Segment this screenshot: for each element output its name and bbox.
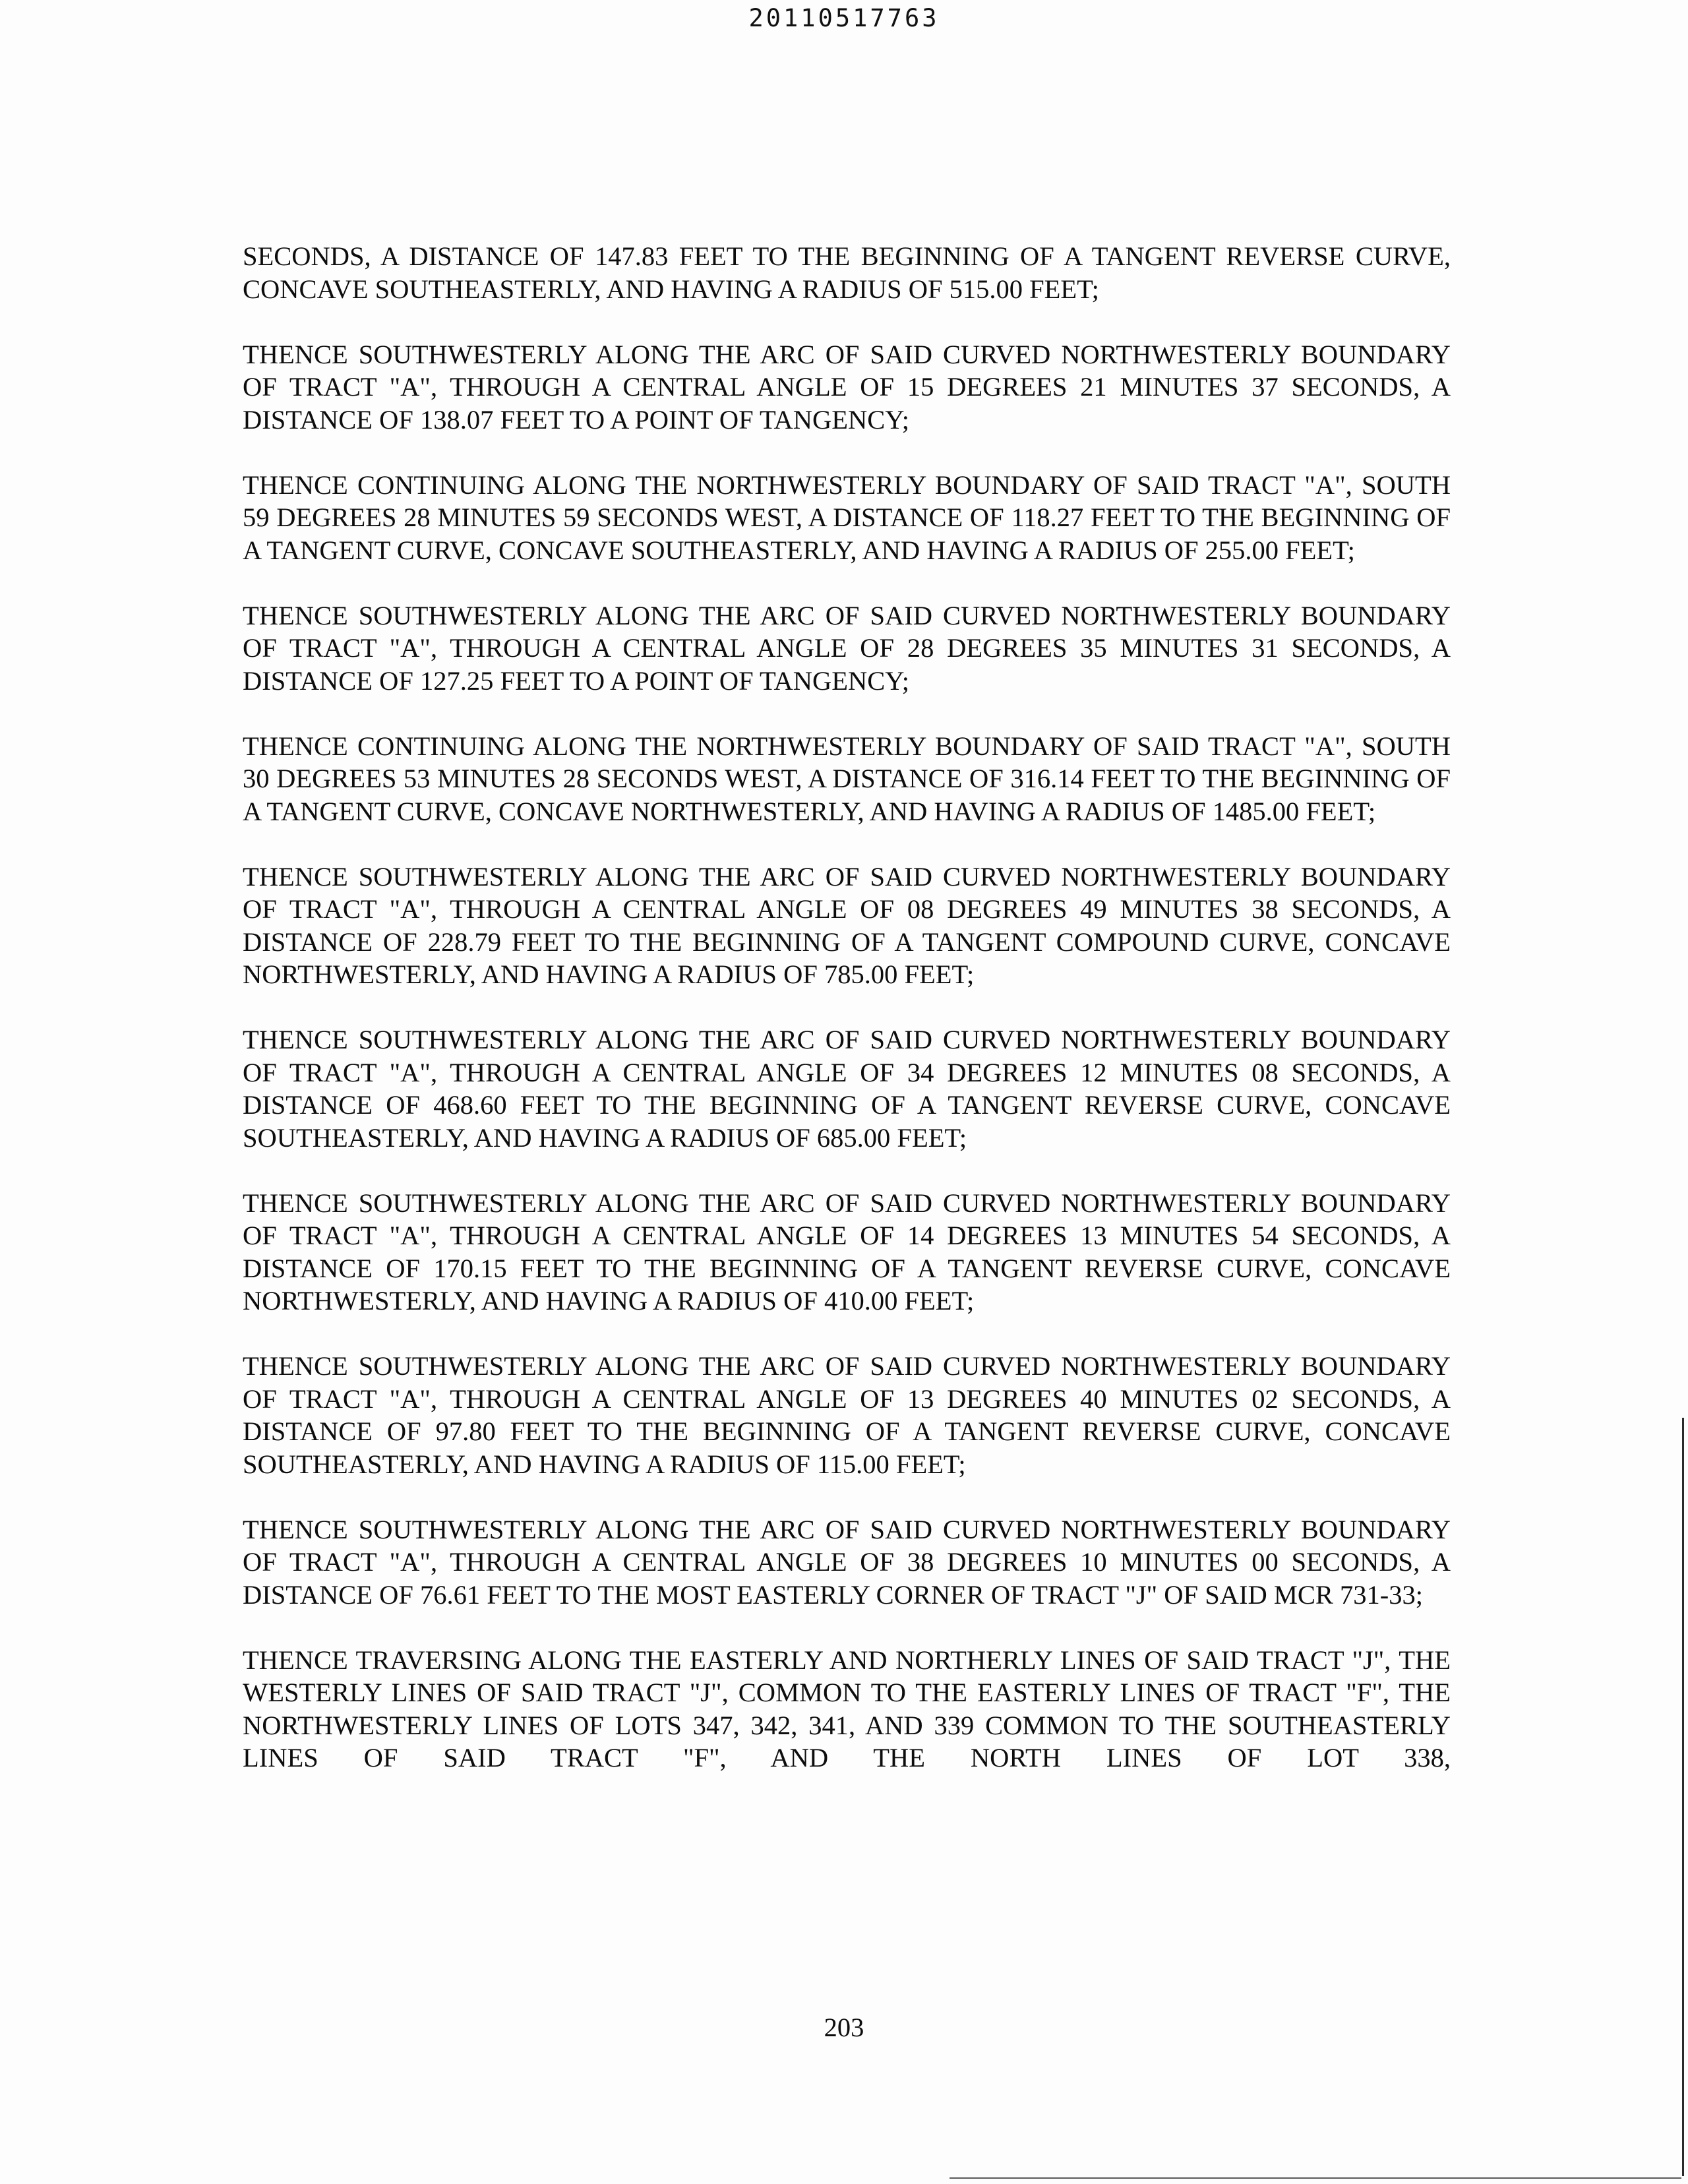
page-number: 203 <box>824 2013 864 2042</box>
paragraph: THENCE SOUTHWESTERLY ALONG THE ARC OF SAID CURVED NORTHWESTERLY BOUNDARY OF TRACT "A", THROUGH A CENTRAL ANGLE OF 08 DEGREES 49 MINUTES 38 SECONDS, A DISTANCE OF 228.79 FEET TO THE BEGINNING OF A TANGENT COMPOUND CURVE, CONCAVE NORTHWESTERLY, AND HAVING A RADIUS OF 785.00 FEET; <box>243 861 1451 989</box>
paragraph: THENCE SOUTHWESTERLY ALONG THE ARC OF SAID CURVED NORTHWESTERLY BOUNDARY OF TRACT "A", THROUGH A CENTRAL ANGLE OF 34 DEGREES 12 MINUTES 08 SECONDS, A DISTANCE OF 468.60 FEET TO THE BEGINNING OF A TANGENT REVERSE CURVE, CONCAVE SOUTHEASTERLY, AND HAVING A RADIUS OF 685.00 FEET; <box>243 1025 1451 1153</box>
paragraph: THENCE SOUTHWESTERLY ALONG THE ARC OF SAID CURVED NORTHWESTERLY BOUNDARY OF TRACT "A", THROUGH A CENTRAL ANGLE OF 14 DEGREES 13 MINUTES 54 SECONDS, A DISTANCE OF 170.15 FEET TO THE BEGINNING OF A TANGENT REVERSE CURVE, CONCAVE NORTHWESTERLY, AND HAVING A RADIUS OF 410.00 FEET; <box>243 1188 1451 1316</box>
scan-edge-line <box>950 2177 1681 2179</box>
scan-edge-line <box>1682 1418 1684 2176</box>
paragraph: THENCE SOUTHWESTERLY ALONG THE ARC OF SAID CURVED NORTHWESTERLY BOUNDARY OF TRACT "A", THROUGH A CENTRAL ANGLE OF 13 DEGREES 40 MINUTES 02 SECONDS, A DISTANCE OF 97.80 FEET TO THE BEGINNING OF A TANGENT REVERSE CURVE, CONCAVE SOUTHEASTERLY, AND HAVING A RADIUS OF 115.00 FEET; <box>243 1351 1451 1479</box>
document-number: 20110517763 <box>748 4 940 32</box>
paragraph: THENCE CONTINUING ALONG THE NORTHWESTERLY BOUNDARY OF SAID TRACT "A", SOUTH 59 DEGREES 28 MINUTES 59 SECONDS WEST, A DISTANCE OF 118.27 FEET TO THE BEGINNING OF A TANGENT CURVE, CONCAVE SOUTHEASTERLY, AND HAVING A RADIUS OF 255.00 FEET; <box>243 470 1451 565</box>
legal-description-body <box>243 240 1451 1774</box>
paragraph: THENCE TRAVERSING ALONG THE EASTERLY AND NORTHERLY LINES OF SAID TRACT "J", THE WESTERLY LINES OF SAID TRACT "J", COMMON TO THE EASTERLY LINES OF TRACT "F", THE NORTHWESTERLY LINES OF LOTS 347, 342, 341, AND 339 COMMON TO THE SOUTHEASTERLY LINES OF SAID TRACT "F", AND THE NORTH LINES OF LOT 338, <box>243 1645 1451 1773</box>
paragraph: SECONDS, A DISTANCE OF 147.83 FEET TO THE BEGINNING OF A TANGENT REVERSE CURVE, CONCAVE SOUTHEASTERLY, AND HAVING A RADIUS OF 515.00 FEET; <box>243 241 1451 304</box>
paragraph: THENCE SOUTHWESTERLY ALONG THE ARC OF SAID CURVED NORTHWESTERLY BOUNDARY OF TRACT "A", THROUGH A CENTRAL ANGLE OF 28 DEGREES 35 MINUTES 31 SECONDS, A DISTANCE OF 127.25 FEET TO A POINT OF TANGENCY; <box>243 600 1451 696</box>
paragraph: THENCE SOUTHWESTERLY ALONG THE ARC OF SAID CURVED NORTHWESTERLY BOUNDARY OF TRACT "A", THROUGH A CENTRAL ANGLE OF 15 DEGREES 21 MINUTES 37 SECONDS, A DISTANCE OF 138.07 FEET TO A POINT OF TANGENCY; <box>243 339 1451 435</box>
paragraph: THENCE CONTINUING ALONG THE NORTHWESTERLY BOUNDARY OF SAID TRACT "A", SOUTH 30 DEGREES 53 MINUTES 28 SECONDS WEST, A DISTANCE OF 316.14 FEET TO THE BEGINNING OF A TANGENT CURVE, CONCAVE NORTHWESTERLY, AND HAVING A RADIUS OF 1485.00 FEET; <box>243 731 1451 826</box>
paragraph: THENCE SOUTHWESTERLY ALONG THE ARC OF SAID CURVED NORTHWESTERLY BOUNDARY OF TRACT "A", THROUGH A CENTRAL ANGLE OF 38 DEGREES 10 MINUTES 00 SECONDS, A DISTANCE OF 76.61 FEET TO THE MOST EASTERLY CORNER OF TRACT "J" OF SAID MCR 731-33; <box>243 1514 1451 1610</box>
